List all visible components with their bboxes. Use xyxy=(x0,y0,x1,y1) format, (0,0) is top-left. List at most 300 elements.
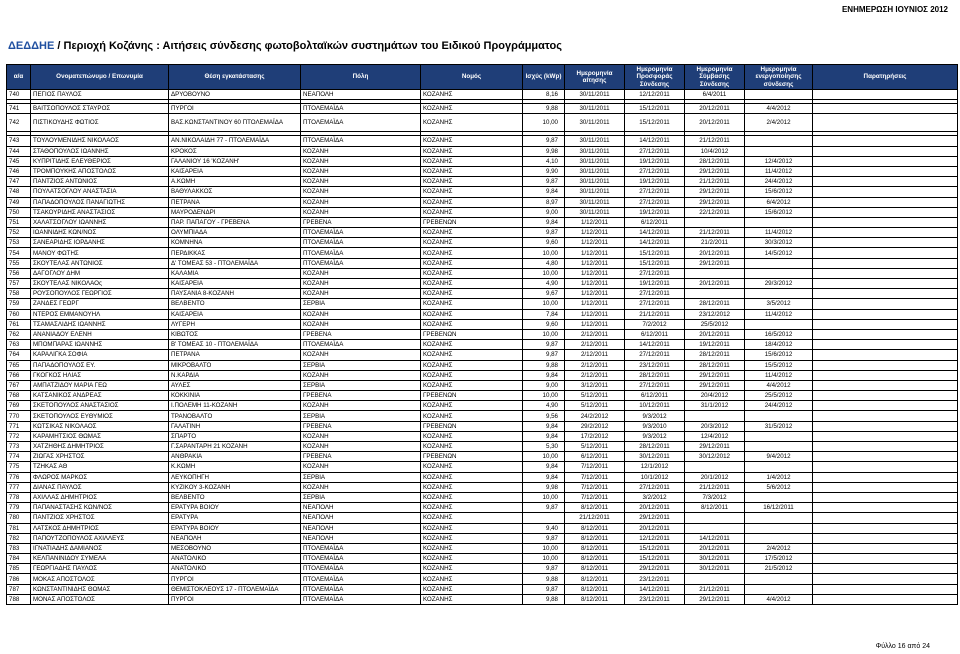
cell-location: ΑΝΑΤΟΛΙΚΟ xyxy=(169,564,301,574)
cell-city: ΣΕΡΒΙΑ xyxy=(301,380,421,390)
table-row xyxy=(7,156,958,166)
cell-name: ΚΥΠΡΙΤΙΔΗΣ ΕΛΕΥΘΕΡΙΟΣ xyxy=(31,156,169,166)
cell-prefecture: ΚΟΖΑΝΗΣ xyxy=(421,554,523,564)
cell-notes xyxy=(813,482,958,492)
cell-prefecture: ΚΟΖΑΝΗΣ xyxy=(421,309,523,319)
cell-power: 10,00 xyxy=(523,248,565,258)
cell-date-activation xyxy=(745,533,813,543)
cell-location: ΓΑΛΑΝΙΟΥ 16 'ΚΟΖΑΝΗ' xyxy=(169,156,301,166)
cell-date-contract: 20/12/2011 xyxy=(685,543,745,553)
cell-location: ΚΟΜΝΗΝΑ xyxy=(169,238,301,248)
cell-date-activation: 11/4/2012 xyxy=(745,370,813,380)
cell-notes xyxy=(813,533,958,543)
cell-date-contract: 29/12/2011 xyxy=(685,187,745,197)
cell-notes xyxy=(813,380,958,390)
cell-date-offer: 27/12/2011 xyxy=(625,289,685,299)
cell-notes xyxy=(813,177,958,187)
table-row xyxy=(7,90,958,100)
table-row xyxy=(7,543,958,553)
cell-date-offer: 20/12/2011 xyxy=(625,503,685,513)
cell-prefecture: ΓΡΕΒΕΝΩΝ xyxy=(421,452,523,462)
cell-city: ΚΟΖΑΝΗ xyxy=(301,462,421,472)
cell-date-activation xyxy=(745,523,813,533)
table-row xyxy=(7,452,958,462)
cell-city: ΠΤΟΛΕΜΑΪΔΑ xyxy=(301,554,421,564)
cell-notes xyxy=(813,197,958,207)
cell-city: ΠΤΟΛΕΜΑΪΔΑ xyxy=(301,564,421,574)
table-row xyxy=(7,114,958,132)
cell-date-offer: 27/12/2011 xyxy=(625,299,685,309)
cell-name: ΚΩΝΣΤΑΝΤΙΝΙΔΗΣ ΘΩΜΑΣ xyxy=(31,584,169,594)
cell-date-offer: 27/12/2011 xyxy=(625,268,685,278)
cell-date-request: 2/12/2011 xyxy=(565,329,625,339)
cell-index: 758 xyxy=(7,289,31,299)
cell-date-offer: 27/12/2011 xyxy=(625,350,685,360)
cell-name: ΑΜΠΑΤΖΙΔΟΥ ΜΑΡΙΑ ΓΕΩ xyxy=(31,380,169,390)
cell-power: 9,87 xyxy=(523,533,565,543)
cell-date-request: 8/12/2011 xyxy=(565,503,625,513)
cell-date-request: 8/12/2011 xyxy=(565,554,625,564)
cell-power: 9,56 xyxy=(523,411,565,421)
table-row xyxy=(7,104,958,114)
cell-date-activation xyxy=(745,136,813,146)
cell-power: 9,84 xyxy=(523,217,565,227)
cell-index: 788 xyxy=(7,594,31,604)
cell-date-offer: 27/12/2011 xyxy=(625,197,685,207)
cell-location: ΜΑΥΡΟΔΕΝΔΡΙ xyxy=(169,207,301,217)
cell-power: 10,00 xyxy=(523,543,565,553)
cell-name: ΛΑΤΣΚΟΣ ΔΗΜΗΤΡΙΟΣ xyxy=(31,523,169,533)
cell-index: 765 xyxy=(7,360,31,370)
cell-prefecture: ΚΟΖΑΝΗΣ xyxy=(421,299,523,309)
cell-location: ΠΑΡ. ΠΑΠΑΓΟΥ - ΓΡΕΒΕΝΑ xyxy=(169,217,301,227)
cell-date-offer: 14/12/2011 xyxy=(625,228,685,238)
table-row xyxy=(7,391,958,401)
cell-power: 9,87 xyxy=(523,584,565,594)
cell-location: ΝΕΑΠΟΛΗ xyxy=(169,533,301,543)
cell-city: ΣΕΡΒΙΑ xyxy=(301,492,421,502)
cell-date-activation: 2/4/2012 xyxy=(745,543,813,553)
cell-notes xyxy=(813,543,958,553)
cell-location: ΜΕΣΟΒΟΥΝΟ xyxy=(169,543,301,553)
cell-prefecture: ΓΡΕΒΕΝΩΝ xyxy=(421,217,523,227)
cell-date-offer: 15/12/2011 xyxy=(625,248,685,258)
cell-prefecture: ΚΟΖΑΝΗΣ xyxy=(421,564,523,574)
cell-city: ΚΟΖΑΝΗ xyxy=(301,289,421,299)
cell-notes xyxy=(813,187,958,197)
cell-date-activation: 9/4/2012 xyxy=(745,452,813,462)
cell-index: 782 xyxy=(7,533,31,543)
cell-city: ΚΟΖΑΝΗ xyxy=(301,482,421,492)
cell-date-contract: 21/2/2011 xyxy=(685,238,745,248)
table-row xyxy=(7,329,958,339)
cell-notes xyxy=(813,574,958,584)
cell-date-contract: 28/12/2011 xyxy=(685,156,745,166)
cell-index: 750 xyxy=(7,207,31,217)
cell-date-contract: 20/1/2012 xyxy=(685,472,745,482)
cell-name: ΜΑΝΟΥ ΦΩΤΗΣ xyxy=(31,248,169,258)
cell-date-activation: 4/4/2012 xyxy=(745,104,813,114)
cell-date-contract: 28/12/2011 xyxy=(685,299,745,309)
cell-date-activation xyxy=(745,492,813,502)
cell-location: ΛΥΓΕΡΗ xyxy=(169,319,301,329)
cell-index: 746 xyxy=(7,166,31,176)
table-body xyxy=(7,90,958,605)
cell-date-activation: 2/4/2012 xyxy=(745,114,813,132)
cell-name: ΠΟΥΛΑΤΣΟΓΛΟΥ ΑΝΑΣΤΑΣΙΑ xyxy=(31,187,169,197)
cell-city: ΓΡΕΒΕΝΑ xyxy=(301,421,421,431)
cell-location: ΚΑΙΣΑΡΕΙΑ xyxy=(169,279,301,289)
cell-date-contract: 20/12/2011 xyxy=(685,114,745,132)
cell-location: Ι.ΠΟΛΕΜΗ 11-ΚΟΖΑΝΗ xyxy=(169,401,301,411)
cell-prefecture: ΚΟΖΑΝΗΣ xyxy=(421,503,523,513)
cell-city: ΚΟΖΑΝΗ xyxy=(301,319,421,329)
cell-date-activation xyxy=(745,268,813,278)
cell-name: ΝΤΕΡΟΣ ΕΜΜΑΝΟΥΗΛ xyxy=(31,309,169,319)
cell-date-offer: 27/12/2011 xyxy=(625,146,685,156)
cell-date-contract: 20/12/2011 xyxy=(685,329,745,339)
cell-notes xyxy=(813,360,958,370)
cell-location: ΠΥΡΓΟΙ xyxy=(169,104,301,114)
cell-date-request: 8/12/2011 xyxy=(565,533,625,543)
cell-notes xyxy=(813,319,958,329)
table-row xyxy=(7,350,958,360)
cell-date-contract: 7/3/2012 xyxy=(685,492,745,502)
cell-date-contract: 20/3/2012 xyxy=(685,421,745,431)
cell-notes xyxy=(813,472,958,482)
cell-index: 747 xyxy=(7,177,31,187)
table-row xyxy=(7,289,958,299)
cell-notes xyxy=(813,90,958,100)
cell-city: ΣΕΡΒΙΑ xyxy=(301,472,421,482)
cell-notes xyxy=(813,114,958,132)
cell-prefecture: ΚΟΖΑΝΗΣ xyxy=(421,370,523,380)
cell-power: 9,00 xyxy=(523,380,565,390)
cell-date-contract: 29/12/2011 xyxy=(685,370,745,380)
cell-location: Κ.ΚΩΜΗ xyxy=(169,462,301,472)
cell-index: 785 xyxy=(7,564,31,574)
table-row xyxy=(7,421,958,431)
cell-location: ΕΡΑΤΥΡΑ ΒΟΙΟΥ xyxy=(169,523,301,533)
cell-date-activation: 16/12/2011 xyxy=(745,503,813,513)
cell-prefecture: ΚΟΖΑΝΗΣ xyxy=(421,482,523,492)
cell-location: Δ' ΤΟΜΕΑΣ 53 - ΠΤΟΛΕΜΑΪΔΑ xyxy=(169,258,301,268)
cell-date-request: 1/12/2011 xyxy=(565,319,625,329)
cell-date-activation xyxy=(745,584,813,594)
cell-date-offer: 19/12/2011 xyxy=(625,207,685,217)
cell-date-contract: 29/12/2011 xyxy=(685,258,745,268)
cell-date-contract: 23/12/2012 xyxy=(685,309,745,319)
table-row xyxy=(7,472,958,482)
cell-date-offer: 30/12/2011 xyxy=(625,452,685,462)
cell-city: ΠΤΟΛΕΜΑΪΔΑ xyxy=(301,136,421,146)
cell-notes xyxy=(813,268,958,278)
cell-date-request: 5/12/2011 xyxy=(565,401,625,411)
cell-city: ΝΕΑΠΟΛΗ xyxy=(301,503,421,513)
cell-city: ΣΕΡΒΙΑ xyxy=(301,360,421,370)
cell-date-request: 2/12/2011 xyxy=(565,340,625,350)
cell-power xyxy=(523,513,565,523)
cell-date-activation xyxy=(745,319,813,329)
cell-notes xyxy=(813,258,958,268)
table-row xyxy=(7,564,958,574)
cell-notes xyxy=(813,452,958,462)
cell-name: ΣΚΟΥΤΕΛΑΣ ΑΝΤΩΝΙΟΣ xyxy=(31,258,169,268)
table-row xyxy=(7,319,958,329)
table-row xyxy=(7,360,958,370)
cell-power: 7,84 xyxy=(523,309,565,319)
cell-date-offer: 15/12/2011 xyxy=(625,104,685,114)
cell-prefecture: ΚΟΖΑΝΗΣ xyxy=(421,472,523,482)
cell-location: ΛΕΥΚΟΠΗΓΗ xyxy=(169,472,301,482)
header-col-index: α/α xyxy=(7,65,31,90)
header-col-date-request: Ημερομηνία αίτησης xyxy=(565,65,625,90)
cell-date-offer: 27/12/2011 xyxy=(625,380,685,390)
cell-date-request: 30/11/2011 xyxy=(565,114,625,132)
cell-prefecture: ΚΟΖΑΝΗΣ xyxy=(421,319,523,329)
cell-location: ΠΥΡΓΟΙ xyxy=(169,594,301,604)
cell-date-activation xyxy=(745,513,813,523)
cell-city: ΚΟΖΑΝΗ xyxy=(301,207,421,217)
cell-prefecture: ΓΡΕΒΕΝΩΝ xyxy=(421,391,523,401)
cell-date-offer: 6/12/2011 xyxy=(625,217,685,227)
cell-power: 9,84 xyxy=(523,431,565,441)
cell-name: ΖΙΩΓΑΣ ΧΡΗΣΤΟΣ xyxy=(31,452,169,462)
cell-date-offer: 15/12/2011 xyxy=(625,114,685,132)
cell-location: ΣΠΑΡΤΟ xyxy=(169,431,301,441)
cell-city: ΠΤΟΛΕΜΑΪΔΑ xyxy=(301,584,421,594)
cell-date-offer: 9/3/2012 xyxy=(625,431,685,441)
cell-notes xyxy=(813,248,958,258)
cell-date-request: 30/11/2011 xyxy=(565,187,625,197)
table-row xyxy=(7,268,958,278)
cell-city: ΚΟΖΑΝΗ xyxy=(301,156,421,166)
cell-date-activation: 15/6/2012 xyxy=(745,187,813,197)
table-row xyxy=(7,503,958,513)
cell-location: ΚΑΙΣΑΡΕΙΑ xyxy=(169,166,301,176)
cell-power: 10,00 xyxy=(523,268,565,278)
cell-power: 9,98 xyxy=(523,482,565,492)
cell-prefecture: ΚΟΖΑΝΗΣ xyxy=(421,258,523,268)
cell-city: ΠΤΟΛΕΜΑΪΔΑ xyxy=(301,228,421,238)
cell-date-contract: 29/12/2011 xyxy=(685,380,745,390)
cell-index: 769 xyxy=(7,401,31,411)
cell-index: 762 xyxy=(7,329,31,339)
cell-power: 9,60 xyxy=(523,238,565,248)
cell-power: 10,00 xyxy=(523,452,565,462)
cell-date-request: 8/12/2011 xyxy=(565,543,625,553)
cell-name: ΤΡΟΜΠΟΥΚΗΣ ΑΠΟΣΤΟΛΟΣ xyxy=(31,166,169,176)
cell-index: 770 xyxy=(7,411,31,421)
page-footer: Φύλλο 16 από 24 xyxy=(875,643,930,650)
cell-notes xyxy=(813,166,958,176)
cell-location: ΟΛΥΜΠΙΑΔΑ xyxy=(169,228,301,238)
cell-index: 745 xyxy=(7,156,31,166)
table-row xyxy=(7,207,958,217)
cell-name: ΜΟΚΑΣ ΑΠΟΣΤΟΛΟΣ xyxy=(31,574,169,584)
cell-location: Ν.ΚΑΡΔΙΑ xyxy=(169,370,301,380)
cell-index: 743 xyxy=(7,136,31,146)
cell-name: ΚΑΤΣΑΝΙΚΟΣ ΑΝΔΡΕΑΣ xyxy=(31,391,169,401)
cell-date-offer: 9/3/2010 xyxy=(625,421,685,431)
cell-date-activation: 11/4/2012 xyxy=(745,166,813,176)
cell-date-request: 1/12/2011 xyxy=(565,238,625,248)
cell-date-contract xyxy=(685,411,745,421)
cell-index: 760 xyxy=(7,309,31,319)
cell-city: ΝΕΑΠΟΛΗ xyxy=(301,533,421,543)
cell-prefecture: ΚΟΖΑΝΗΣ xyxy=(421,523,523,533)
cell-prefecture: ΚΟΖΑΝΗΣ xyxy=(421,543,523,553)
cell-city: ΚΟΖΑΝΗ xyxy=(301,177,421,187)
cell-location: ΕΡΑΤΥΡΑ xyxy=(169,513,301,523)
table-row xyxy=(7,482,958,492)
cell-name: ΒΑΙΤΣΟΠΟΥΛΟΣ ΣΤΑΥΡΟΣ xyxy=(31,104,169,114)
cell-date-request: 1/12/2011 xyxy=(565,228,625,238)
cell-index: 774 xyxy=(7,452,31,462)
cell-power: 9,87 xyxy=(523,503,565,513)
table-row xyxy=(7,340,958,350)
cell-date-activation: 24/4/2012 xyxy=(745,401,813,411)
cell-index: 766 xyxy=(7,370,31,380)
cell-city: ΚΟΖΑΝΗ xyxy=(301,442,421,452)
cell-date-offer: 23/12/2011 xyxy=(625,574,685,584)
cell-date-request: 30/11/2011 xyxy=(565,166,625,176)
cell-power: 9,00 xyxy=(523,207,565,217)
cell-date-activation: 21/5/2012 xyxy=(745,564,813,574)
cell-date-contract: 10/4/2012 xyxy=(685,146,745,156)
cell-notes xyxy=(813,207,958,217)
table-row xyxy=(7,594,958,604)
cell-prefecture: ΚΟΖΑΝΗΣ xyxy=(421,238,523,248)
cell-date-offer: 20/12/2011 xyxy=(625,523,685,533)
cell-date-request: 6/12/2011 xyxy=(565,452,625,462)
cell-notes xyxy=(813,146,958,156)
cell-index: 757 xyxy=(7,279,31,289)
cell-name: ΚΩΤΣΙΚΑΣ ΝΙΚΟΛΑΟΣ xyxy=(31,421,169,431)
cell-prefecture: ΚΟΖΑΝΗΣ xyxy=(421,136,523,146)
cell-name: ΚΕΛΠΑΝΙΝΙΔΟΥ ΣΥΜΕΛΑ xyxy=(31,554,169,564)
cell-date-activation: 17/5/2012 xyxy=(745,554,813,564)
cell-date-contract: 29/12/2011 xyxy=(685,594,745,604)
cell-notes xyxy=(813,289,958,299)
cell-notes xyxy=(813,217,958,227)
cell-location: ΒΕΛΒΕΝΤΟ xyxy=(169,299,301,309)
cell-location: ΒΕΛΒΕΝΤΟ xyxy=(169,492,301,502)
cell-name: ΣΚΕΤΟΠΟΥΛΟΣ ΕΥΘΥΜΙΟΣ xyxy=(31,411,169,421)
table-row xyxy=(7,380,958,390)
cell-index: 749 xyxy=(7,197,31,207)
table-row xyxy=(7,442,958,452)
cell-date-activation: 11/4/2012 xyxy=(745,309,813,319)
cell-date-contract: 19/12/2011 xyxy=(685,340,745,350)
cell-prefecture: ΚΟΖΑΝΗΣ xyxy=(421,401,523,411)
cell-date-offer: 12/12/2011 xyxy=(625,90,685,100)
cell-date-contract: 21/12/2011 xyxy=(685,482,745,492)
cell-prefecture: ΚΟΖΑΝΗΣ xyxy=(421,340,523,350)
cell-date-offer: 15/12/2011 xyxy=(625,258,685,268)
cell-date-contract: 20/12/2011 xyxy=(685,279,745,289)
cell-name: ΤΣΑΚΟΥΡΙΔΗΣ ΑΝΑΣΤΑΣΙΟΣ xyxy=(31,207,169,217)
cell-date-contract xyxy=(685,523,745,533)
cell-city: ΚΟΖΑΝΗ xyxy=(301,350,421,360)
table-row xyxy=(7,197,958,207)
cell-power: 4,90 xyxy=(523,279,565,289)
table-row xyxy=(7,299,958,309)
cell-date-offer: 14/12/2011 xyxy=(625,136,685,146)
cell-date-offer: 10/1/2012 xyxy=(625,472,685,482)
cell-index: 763 xyxy=(7,340,31,350)
cell-power: 9,84 xyxy=(523,421,565,431)
cell-date-offer: 6/12/2011 xyxy=(625,329,685,339)
cell-index: 786 xyxy=(7,574,31,584)
cell-notes xyxy=(813,554,958,564)
cell-location: ΚΑΛΑΜΙΑ xyxy=(169,268,301,278)
cell-name: ΣΤΑΘΟΠΟΥΛΟΣ ΙΩΑΝΝΗΣ xyxy=(31,146,169,156)
cell-power: 9,87 xyxy=(523,350,565,360)
cell-city: ΠΤΟΛΕΜΑΪΔΑ xyxy=(301,114,421,132)
cell-name: ΓΚΟΓΚΟΣ ΗΛΙΑΣ xyxy=(31,370,169,380)
cell-location: ΠΥΡΓΟΙ xyxy=(169,574,301,584)
table-row xyxy=(7,523,958,533)
cell-date-request: 2/12/2011 xyxy=(565,370,625,380)
cell-name: ΠΕΓΙΟΣ ΠΑΥΛΟΣ xyxy=(31,90,169,100)
cell-date-request: 30/11/2011 xyxy=(565,90,625,100)
cell-date-offer: 3/2/2012 xyxy=(625,492,685,502)
cell-date-offer: 29/12/2011 xyxy=(625,564,685,574)
cell-name: ΓΕΩΡΓΙΑΔΗΣ ΠΑΥΛΟΣ xyxy=(31,564,169,574)
cell-date-activation: 29/3/2012 xyxy=(745,279,813,289)
cell-date-request: 7/12/2011 xyxy=(565,462,625,472)
cell-date-contract: 28/12/2011 xyxy=(685,360,745,370)
cell-date-contract: 20/12/2011 xyxy=(685,104,745,114)
cell-city: ΚΟΖΑΝΗ xyxy=(301,309,421,319)
cell-date-contract: 30/12/2012 xyxy=(685,452,745,462)
cell-power: 9,90 xyxy=(523,166,565,176)
cell-prefecture: ΚΟΖΑΝΗΣ xyxy=(421,462,523,472)
cell-date-request: 30/11/2011 xyxy=(565,146,625,156)
cell-date-request: 30/11/2011 xyxy=(565,104,625,114)
title-prefix: ΔΕΔΔΗΕ xyxy=(8,40,55,52)
header-col-power: Ισχύς (kWp) xyxy=(523,65,565,90)
cell-prefecture: ΚΟΖΑΝΗΣ xyxy=(421,594,523,604)
page-title xyxy=(8,40,562,52)
cell-city: ΚΟΖΑΝΗ xyxy=(301,187,421,197)
table-row xyxy=(7,309,958,319)
cell-city: ΠΤΟΛΕΜΑΪΔΑ xyxy=(301,543,421,553)
cell-notes xyxy=(813,104,958,114)
cell-prefecture: ΚΟΖΑΝΗΣ xyxy=(421,289,523,299)
cell-date-activation xyxy=(745,258,813,268)
cell-city: ΠΤΟΛΕΜΑΪΔΑ xyxy=(301,574,421,584)
cell-power: 9,67 xyxy=(523,289,565,299)
cell-date-activation: 31/5/2012 xyxy=(745,421,813,431)
cell-date-contract: 28/12/2011 xyxy=(685,350,745,360)
cell-location: ΑΝ.ΝΙΚΟΛΑΙΔΗ 77 - ΠΤΟΛΕΜΑΪΔΑ xyxy=(169,136,301,146)
cell-date-offer: 12/1/2012 xyxy=(625,462,685,472)
cell-date-request: 8/12/2011 xyxy=(565,564,625,574)
cell-date-contract: 31/1/2012 xyxy=(685,401,745,411)
cell-date-activation: 4/4/2012 xyxy=(745,594,813,604)
cell-prefecture: ΚΟΖΑΝΗΣ xyxy=(421,248,523,258)
cell-date-contract: 30/12/2011 xyxy=(685,554,745,564)
cell-date-activation xyxy=(745,462,813,472)
cell-location: ΑΥΛΕΣ xyxy=(169,380,301,390)
cell-date-contract: 21/12/2011 xyxy=(685,136,745,146)
cell-date-activation: 12/4/2012 xyxy=(745,156,813,166)
cell-name: ΚΑΡΑΛΙΓΚΑ ΣΟΦΙΑ xyxy=(31,350,169,360)
cell-name: ΑΝΑΝΙΑΔΟΥ ΕΛΕΝΗ xyxy=(31,329,169,339)
cell-date-offer: 10/12/2011 xyxy=(625,401,685,411)
